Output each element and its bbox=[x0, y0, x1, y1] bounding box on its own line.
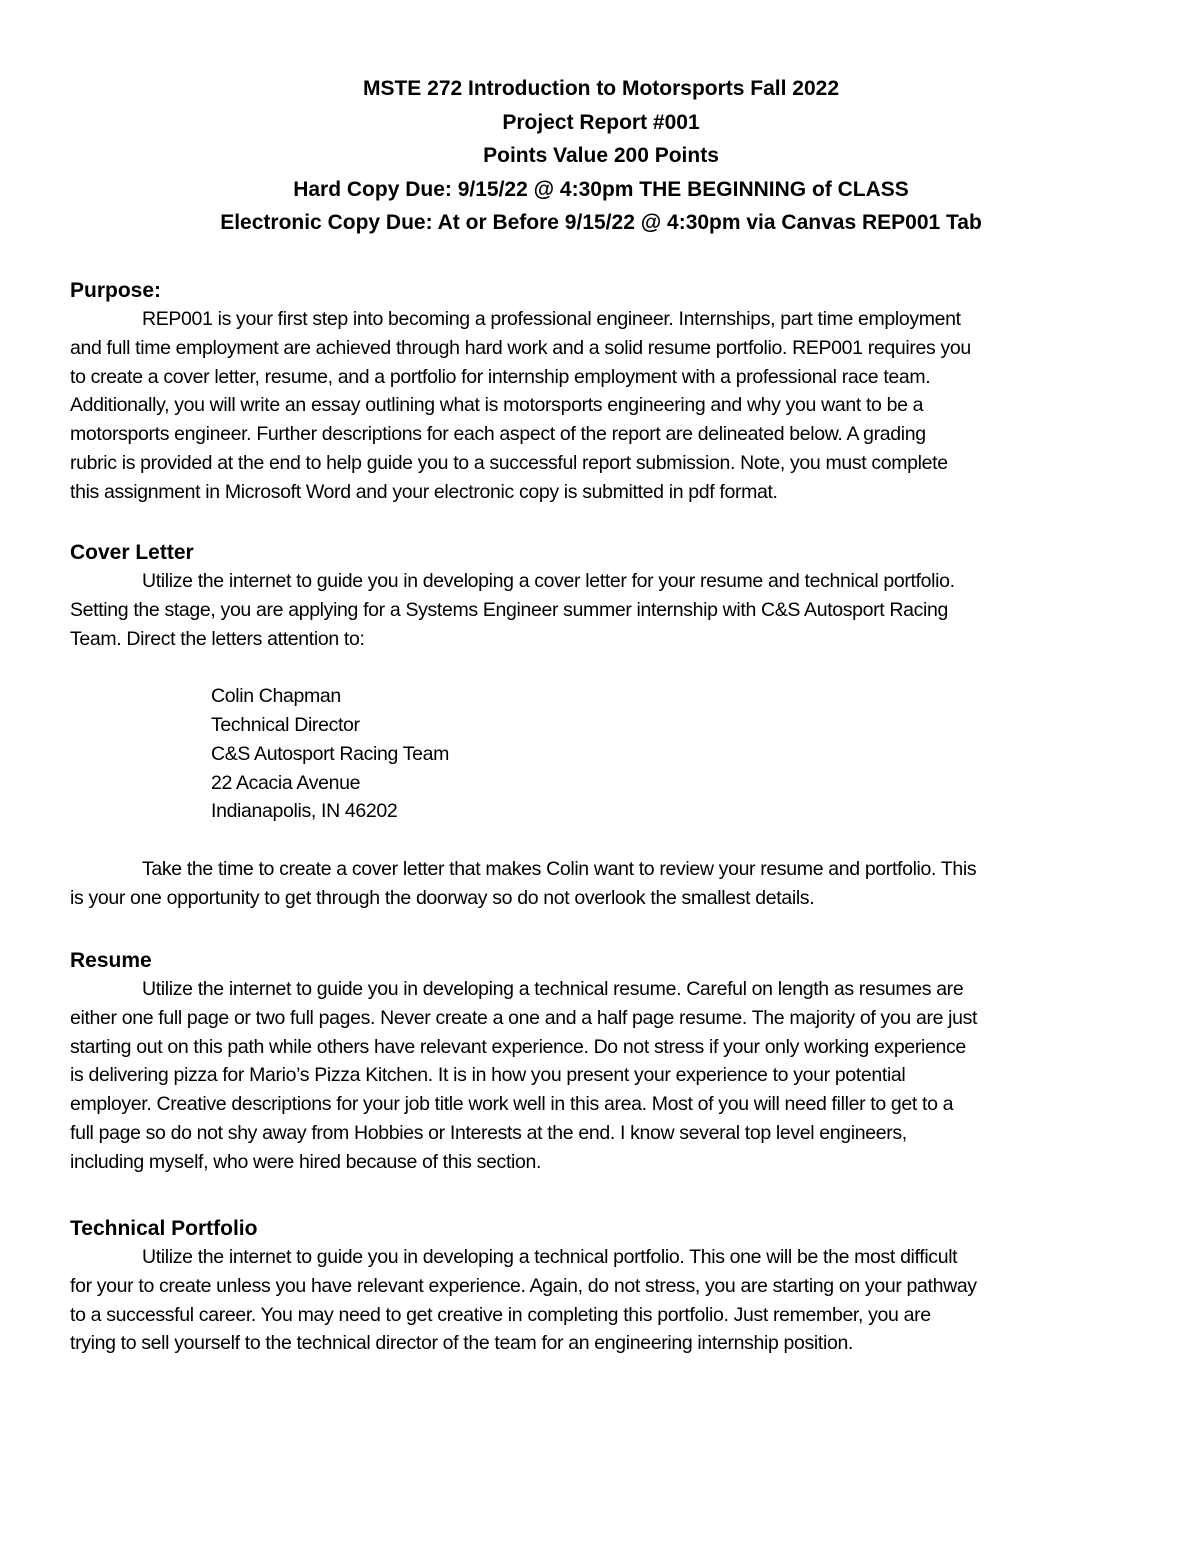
project-title: Project Report #001 bbox=[502, 110, 700, 134]
recipient-company: C&S Autosport Racing Team bbox=[211, 742, 450, 765]
purpose-heading: Purpose: bbox=[70, 279, 162, 302]
recipient-street: 22 Acacia Avenue bbox=[211, 771, 361, 794]
technical-portfolio-paragraph bbox=[70, 1243, 1132, 1358]
technical-portfolio-heading: Technical Portfolio bbox=[70, 1217, 258, 1240]
recipient-title: Technical Director bbox=[211, 713, 360, 736]
technical-portfolio-section bbox=[70, 1214, 1132, 1358]
paragraph-line: Utilize the internet to guide you in developing a technical resume. Careful on length as resumes are bbox=[142, 978, 964, 1000]
recipient-name: Colin Chapman bbox=[211, 685, 341, 708]
paragraph-line: Utilize the internet to guide you in developing a technical portfolio. This one will be the most difficult bbox=[142, 1246, 958, 1268]
cover-letter-closing-paragraph bbox=[70, 855, 1132, 913]
resume-paragraph bbox=[70, 975, 1132, 1177]
paragraph-line: Take the time to create a cover letter that makes Colin want to review your resume and portfolio. This bbox=[142, 857, 977, 880]
paragraph-line: motorsports engineer. Further descriptions for each aspect of the report are delineated below. A grading bbox=[70, 423, 926, 446]
paragraph-line: Utilize the internet to guide you in developing a cover letter for your resume and technical portfolio. bbox=[142, 570, 955, 592]
hard-copy-due: Hard Copy Due: 9/15/22 @ 4:30pm THE BEGINNING of CLASS bbox=[293, 177, 909, 201]
resume-heading: Resume bbox=[70, 949, 152, 972]
cover-letter-paragraph bbox=[70, 567, 1132, 653]
paragraph-line: is your one opportunity to get through the doorway so do not overlook the smallest details. bbox=[70, 886, 815, 909]
paragraph-line: including myself, who were hired because of this section. bbox=[70, 1150, 542, 1173]
paragraph-line: and full time employment are achieved through hard work and a solid resume portfolio. REP001 requires you bbox=[70, 336, 971, 359]
cover-letter-heading: Cover Letter bbox=[70, 541, 194, 564]
paragraph-line: this assignment in Microsoft Word and your electronic copy is submitted in pdf format. bbox=[70, 480, 778, 503]
purpose-section bbox=[70, 276, 1132, 507]
paragraph-line: Setting the stage, you are applying for a Systems Engineer summer internship with C&S Autosport Racing bbox=[70, 598, 949, 621]
paragraph-line: Team. Direct the letters attention to: bbox=[70, 627, 365, 650]
points-value: Points Value 200 Points bbox=[483, 144, 719, 167]
recipient-city: Indianapolis, IN 46202 bbox=[211, 800, 398, 823]
paragraph-line: either one full page or two full pages. Never create a one and a half page resume. The majority of you are just bbox=[70, 1006, 978, 1029]
cover-letter-section bbox=[70, 538, 1132, 913]
paragraph-line: full page so do not shy away from Hobbies or Interests at the end. I know several top level engineers, bbox=[70, 1121, 907, 1144]
recipient-address bbox=[211, 682, 1132, 826]
course-title: MSTE 272 Introduction to Motorsports Fall 2022 bbox=[362, 77, 840, 100]
document-page bbox=[70, 72, 1132, 1355]
paragraph-line: Additionally, you will write an essay outlining what is motorsports engineering and why you want to be a bbox=[70, 394, 924, 417]
paragraph-line: starting out on this path while others have relevant experience. Do not stress if your only working experience bbox=[70, 1035, 966, 1058]
paragraph-line: to create a cover letter, resume, and a portfolio for internship employment with a professional race team. bbox=[70, 365, 931, 388]
paragraph-line: for your to create unless you have relevant experience. Again, do not stress, you are starting on your pathway bbox=[70, 1274, 977, 1297]
resume-section bbox=[70, 946, 1132, 1177]
paragraph-line: to a successful career. You may need to get creative in completing this portfolio. Just remember, you are bbox=[70, 1303, 931, 1326]
paragraph-line: REP001 is your first step into becoming a professional engineer. Internships, part time employment bbox=[142, 308, 961, 330]
paragraph-line: rubric is provided at the end to help guide you to a successful report submission. Note, you must complete bbox=[70, 451, 948, 474]
document-header bbox=[70, 72, 1132, 240]
paragraph-line: trying to sell yourself to the technical director of the team for an engineering internship position. bbox=[70, 1332, 854, 1355]
paragraph-line: employer. Creative descriptions for your job title work well in this area. Most of you will need filler to get to a bbox=[70, 1093, 954, 1116]
electronic-copy-due: Electronic Copy Due: At or Before 9/15/22 @ 4:30pm via Canvas REP001 Tab bbox=[220, 211, 982, 234]
paragraph-line: is delivering pizza for Mario’s Pizza Kitchen. It is in how you present your experience to your potential bbox=[70, 1064, 906, 1087]
purpose-paragraph bbox=[70, 305, 1132, 507]
